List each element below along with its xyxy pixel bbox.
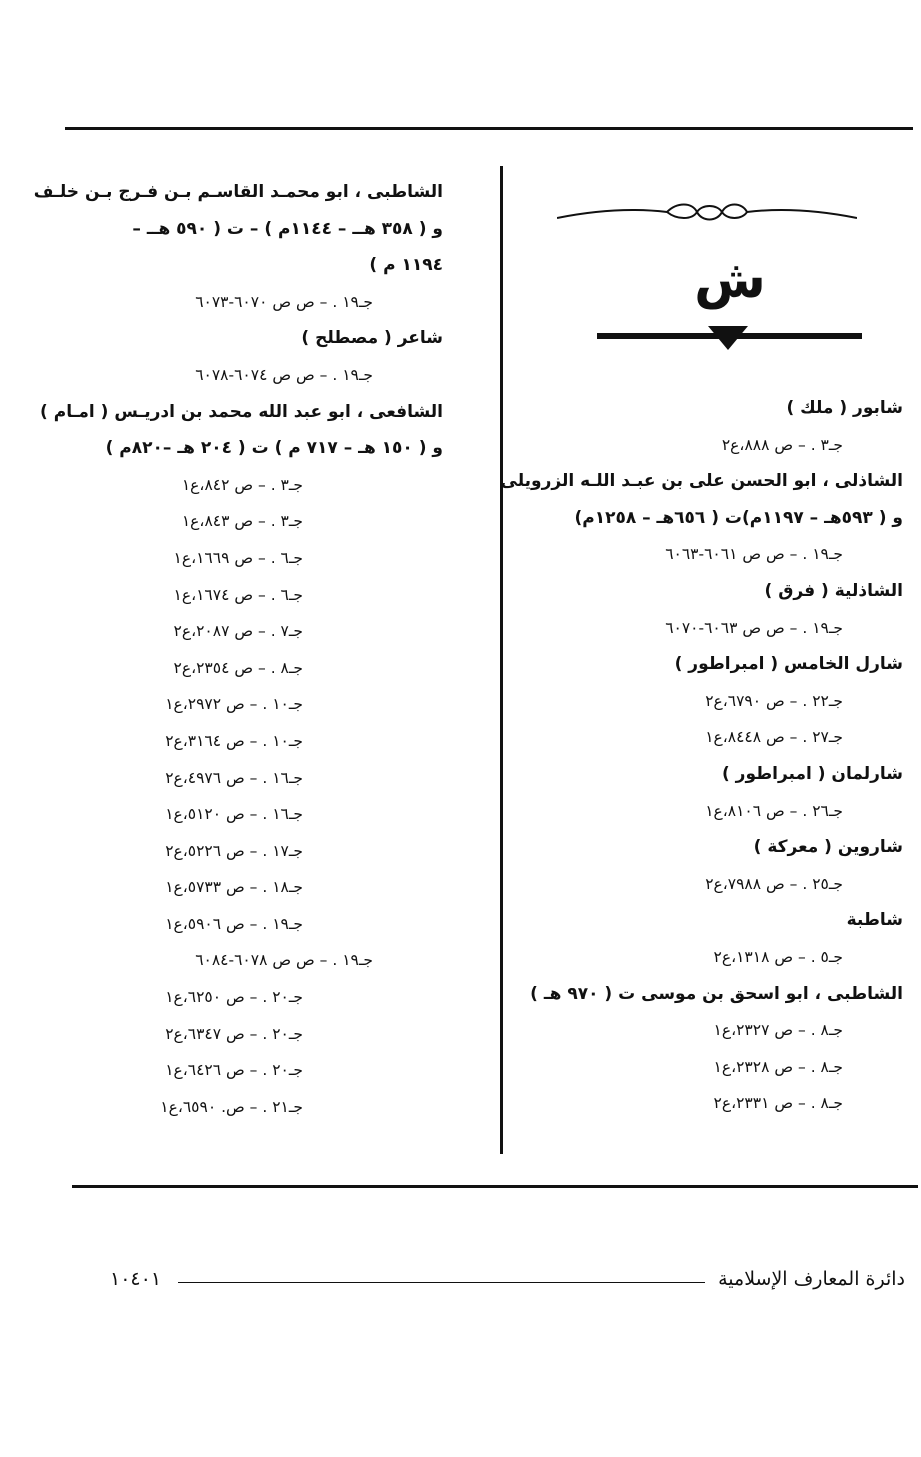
index-entry-reference: جـ١٠ . – ص ٣١٦٤،ع٢ — [165, 731, 303, 750]
page-footer — [0, 1264, 921, 1294]
index-entry-reference: جـ٣ . – ص ٨٤٢،ع١ — [181, 475, 303, 494]
index-entry-heading: شارلمان ( امبراطور ) — [721, 763, 903, 784]
index-entry-reference: جـ٦ . – ص ١٦٧٤،ع١ — [173, 585, 303, 604]
index-entry-reference: جـ٧ . – ص ٢٠٨٧،ع٢ — [173, 622, 303, 641]
index-entry-reference: جـ١٩ . – ص ص ٦٠٦١-٦٠٦٣ — [665, 545, 843, 564]
index-entry-heading: شارل الخامس ( امبراطور ) — [674, 654, 903, 675]
top-rule — [65, 127, 913, 130]
right-column — [443, 390, 903, 1122]
index-entry-reference: جـ١٩ . – ص ص ٦٠٧٨-٦٠٨٤ — [195, 951, 373, 970]
index-entry-reference: جـ٢٥ . – ص ٧٩٨٨،ع٢ — [705, 874, 843, 893]
index-entry-reference: جـ١٧ . – ص ٥٢٢٦،ع٢ — [165, 841, 303, 860]
ornament-flourish — [557, 198, 857, 228]
index-entry-reference: جـ٢٠ . – ص ٦٤٢٦،ع١ — [165, 1061, 303, 1080]
index-entry-reference: جـ٢٦ . – ص ٨١٠٦،ع١ — [705, 801, 843, 820]
index-entry-heading: شاروين ( معركة ) — [753, 837, 903, 858]
index-entry-reference: جـ٨ . – ص ٢٣٢٨،ع١ — [713, 1057, 843, 1076]
index-entry-heading: الشافعى ، ابو عبد الله محمد بن ادريـس ( امـام ) — [40, 401, 443, 422]
index-entry-reference: جـ١٩ . – ص ص ٦٠٧٤-٦٠٧٨ — [195, 365, 373, 384]
index-entry-heading: و ( ٣٥٨ هــ – ١١٤٤م ) – ت ( ٥٩٠ هــ – — [132, 218, 443, 239]
index-entry-heading: شابور ( ملك ) — [786, 398, 903, 418]
index-entry-reference: جـ٢٠ . – ص ٦٣٤٧،ع٢ — [165, 1024, 303, 1043]
index-entry-reference: جـ٢٧ . – ص ٨٤٤٨،ع١ — [705, 728, 843, 747]
index-entry-reference: جـ٦ . – ص ١٦٦٩،ع١ — [173, 548, 303, 567]
index-entry-reference: جـ١٦ . – ص ٤٩٧٦،ع٢ — [165, 768, 303, 787]
index-entry-reference: جـ٢١ . – ص. ٦٥٩٠،ع١ — [160, 1097, 303, 1116]
index-entry-heading: الشاذلية ( فرق ) — [764, 580, 903, 601]
index-entry-reference: جـ١٨ . – ص ٥٧٣٣،ع١ — [165, 878, 303, 897]
index-entry-heading: و ( ١٥٠ هـ – ٧١٧ م ) ت ( ٢٠٤ هـ –٨٢٠م ) — [105, 438, 443, 459]
index-entry-heading: الشاطبى ، ابو محمـد القاسـم بـن فـرج بـن خلـف — [33, 182, 443, 202]
page-number: ١٠٤٠١ — [110, 1268, 162, 1290]
index-entry-reference: جـ٣ . – ص ٨٨٨،ع٢ — [721, 435, 843, 454]
index-entry-heading: الشاطبى ، ابو اسحق بن موسى ت ( ٩٧٠ هـ ) — [530, 983, 903, 1004]
index-entry-reference: جـ٥ . – ص ١٣١٨،ع٢ — [713, 947, 843, 966]
index-entry-reference: جـ٨ . – ص ٢٣٥٤،ع٢ — [173, 658, 303, 677]
left-column — [33, 174, 443, 1125]
index-entry-heading: ١١٩٤ م ) — [369, 255, 443, 276]
index-entry-reference: جـ٢٢ . – ص ٦٧٩٠،ع٢ — [705, 691, 843, 710]
index-entry-reference: جـ١٩ . – ص ص ٦٠٦٣-٦٠٧٠ — [665, 618, 843, 637]
index-entry-heading: شاطبة — [846, 910, 903, 931]
index-entry-heading: الشاذلى ، ابو الحسن على بن عبـد اللـه الزرويلى — [500, 471, 903, 492]
index-entry-reference: جـ٢٠ . – ص ٦٢٥٠،ع١ — [165, 988, 303, 1007]
index-entry-reference: جـ١٩ . – ص ٥٩٠٦،ع١ — [165, 914, 303, 933]
index-entry-heading: شاعر ( مصطلح ) — [301, 328, 443, 349]
footer-leader-line — [178, 1282, 705, 1283]
index-entry-reference: جـ١٦ . – ص ٥١٢٠،ع١ — [165, 805, 303, 824]
section-letter: ش — [694, 250, 766, 310]
index-entry-reference: جـ٨ . – ص ٢٣٢٧،ع١ — [713, 1021, 843, 1040]
section-arrow — [708, 326, 748, 350]
index-entry-heading: و ( ٥٩٣هـ – ١١٩٧م)ت ( ٦٥٦هـ – ١٢٥٨م) — [574, 507, 903, 528]
index-entry-reference: جـ٣ . – ص ٨٤٣،ع١ — [181, 512, 303, 531]
footer-title: دائرة المعارف الإسلامية — [718, 1268, 905, 1290]
index-entry-reference: جـ١٩ . – ص ص ٦٠٧٠-٦٠٧٣ — [195, 292, 373, 311]
index-entry-reference: جـ١٠ . – ص ٢٩٧٢،ع١ — [165, 695, 303, 714]
index-entry-reference: جـ٨ . – ص ٢٣٣١،ع٢ — [713, 1094, 843, 1113]
bottom-rule — [72, 1185, 918, 1188]
